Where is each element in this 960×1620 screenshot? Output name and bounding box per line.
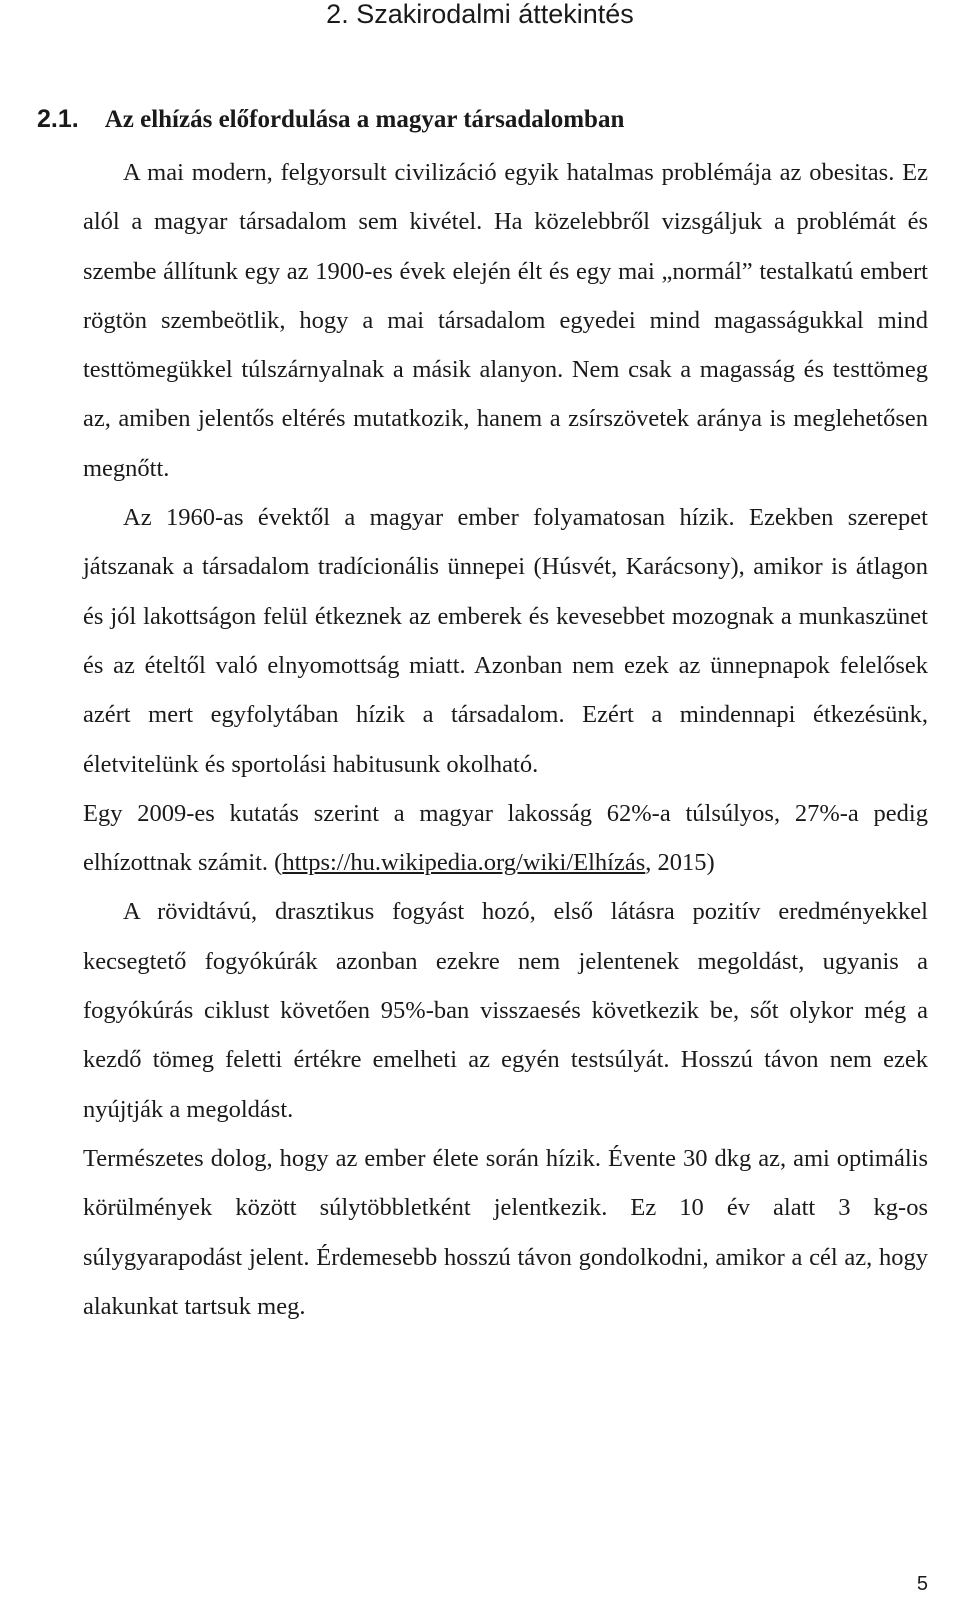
paragraph-3-citation-year: , 2015) xyxy=(645,849,715,877)
page-number: 5 xyxy=(916,1573,928,1595)
paragraph-5: Természetes dolog, hogy az ember élete során hízik. Évente 30 dkg az, ami optimális körülmények között súlytöbbletként jelentkezik. Ez 10 év alatt 3 kg-os súlygyarapodást jelent. Érdemesebb hosszú távon gondolkodni, amikor a cél az, hogy alakunkat tartsuk meg. xyxy=(83,1144,928,1320)
section-title: Az elhízás előfordulása a magyar társadalomban xyxy=(104,106,625,133)
section-heading xyxy=(37,103,624,136)
section-number: 2.1. xyxy=(37,105,79,133)
paragraph-4: A rövidtávú, drasztikus fogyást hozó, első látásra pozitív eredményekkel kecsegtető fogyókúrák azonban ezekre nem jelentenek megoldást, ugyanis a fogyókúrás ciklust követően 95%-ban visszaesés következik be, sőt olykor még a kezdő tömeg feletti értékre emelheti az egyén testsúlyát. Hosszú távon nem ezek nyújtják a megoldást. xyxy=(83,898,928,1123)
body-text xyxy=(83,148,928,1331)
paragraph-2: Az 1960-as évektől a magyar ember folyamatosan hízik. Ezekben szerepet játszanak a társadalom tradícionális ünnepei (Húsvét, Karácsony), amikor is átlagon és jól lakottságon felül étkeznek az emberek és kevesebbet mozognak a munkaszünet és az ételtől való elnyomottság miatt. Azonban nem ezek az ünnepnapok felelősek azért mert egyfolytában hízik a társadalom. Ezért a mindennapi étkezésünk, életvitelünk és sportolási habitusunk okolható. xyxy=(83,504,928,778)
wikipedia-link[interactable]: https://hu.wikipedia.org/wiki/Elhízás xyxy=(282,849,646,877)
chapter-title: 2. Szakirodalmi áttekintés xyxy=(326,0,634,29)
paragraph-1: A mai modern, felgyorsult civilizáció egyik hatalmas problémája az obesitas. Ez alól a magyar társadalom sem kivétel. Ha közelebbről vizsgáljuk a problémát és szembe állítunk egy az 1900-es évek elején élt és egy mai „normál” testalkatú embert rögtön szembeötlik, hogy a mai társadalom egyedei mind magasságukkal mind testtömegükkel túlszárnyalnak a másik alanyon. Nem csak a magasság és testtömeg az, amiben jelentős eltérés mutatkozik, hanem a zsírszövetek aránya is meglehetősen megnőtt. xyxy=(83,159,928,482)
paragraph-3-text: Egy 2009-es kutatás szerint a magyar lakosság 62%-a túlsúlyos, 27%-a pedig elhízottnak számit. ( xyxy=(83,799,928,877)
paragraph-3 xyxy=(83,789,928,888)
